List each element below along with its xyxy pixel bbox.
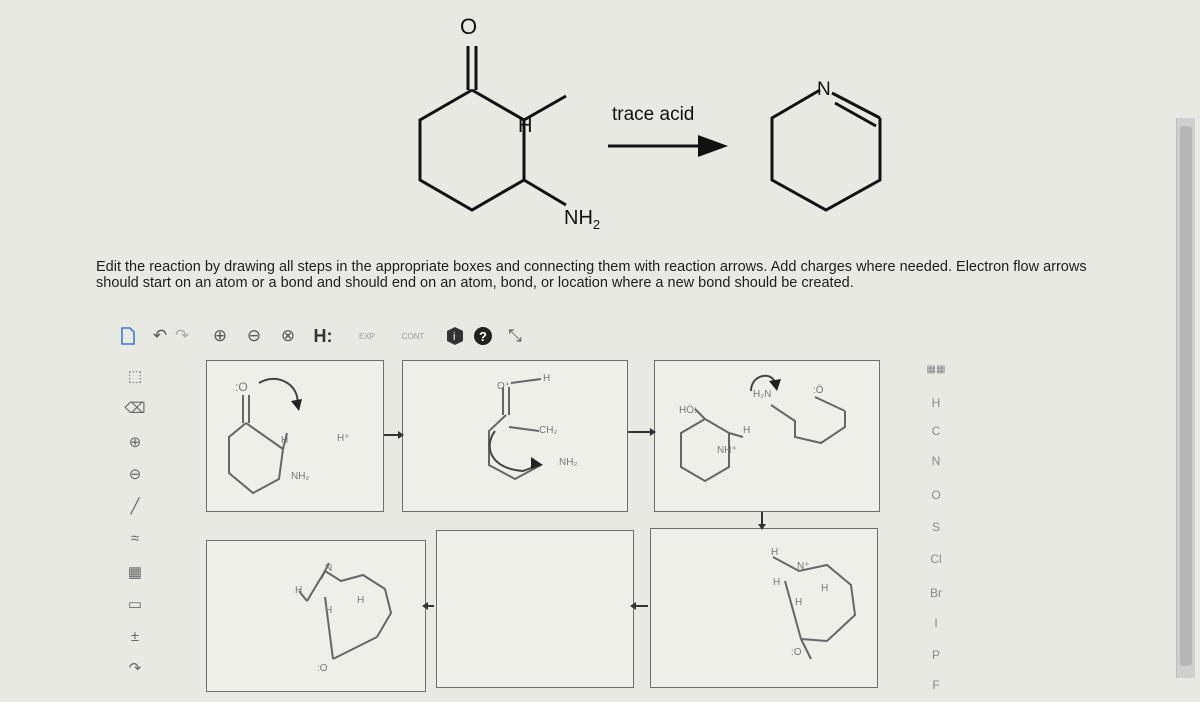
redo-icon[interactable]: ↷ — [174, 326, 190, 345]
ring-tool-icon[interactable]: ▭ — [127, 596, 143, 613]
svg-text:NH₂: NH₂ — [559, 457, 578, 468]
element-o[interactable]: O — [931, 488, 941, 502]
svg-text:CH₂: CH₂ — [539, 425, 558, 436]
element-p[interactable]: P — [931, 648, 940, 662]
element-i[interactable]: I — [934, 616, 938, 630]
svg-text:i: i — [453, 331, 456, 343]
svg-text:O⁺: O⁺ — [497, 381, 511, 392]
zoom-out-icon[interactable]: ⊖ — [246, 326, 262, 345]
svg-text::Ö: :Ö — [813, 385, 824, 396]
svg-text::O: :O — [235, 380, 248, 394]
svg-text:H: H — [543, 373, 551, 384]
svg-text:H⁺: H⁺ — [337, 433, 350, 444]
svg-text:H: H — [357, 595, 365, 606]
svg-text:H: H — [795, 597, 803, 608]
periodic-table-icon[interactable]: ▦▦ — [926, 364, 946, 375]
svg-text::O: :O — [791, 647, 802, 658]
page-scrollbar[interactable] — [1176, 118, 1195, 678]
svg-text:HÖ:: HÖ: — [679, 405, 697, 416]
element-c[interactable]: C — [931, 424, 941, 438]
element-cl[interactable]: Cl — [930, 552, 942, 566]
eraser-icon[interactable]: ⌫ — [124, 400, 146, 417]
instructions-text: Edit the reaction by drawing all steps in the appropriate boxes and connecting them with reaction arrows. Add charges where needed. Electron flow arrows should start on an atom or a bond and should end on an atom, bond, or location where a new bond should be created. — [96, 259, 1087, 291]
undo-icon[interactable]: ↶ — [152, 326, 168, 345]
element-s[interactable]: S — [931, 520, 940, 534]
template-icon[interactable]: ▦ — [127, 564, 143, 581]
svg-text:H: H — [821, 583, 829, 594]
svg-text:H₂N: H₂N — [753, 389, 772, 400]
select-tool-icon[interactable]: ⬚ — [127, 368, 143, 385]
plus-charge-icon[interactable]: ⊕ — [128, 434, 142, 451]
reagent-label: trace acid — [612, 104, 695, 125]
charge-tool-icon[interactable]: ± — [130, 627, 140, 645]
reactant-amine: $NH_2$ — [564, 207, 601, 232]
fullscreen-icon[interactable]: ⤡ — [508, 326, 522, 345]
svg-text:N: N — [325, 563, 333, 574]
zoom-in-icon[interactable]: ⊕ — [212, 326, 228, 345]
arrow-tool-icon[interactable]: ↷ — [128, 660, 142, 677]
element-h[interactable]: H — [931, 396, 941, 410]
reactant-carbonyl-o: O — [460, 14, 478, 39]
svg-text:H: H — [295, 585, 303, 596]
clear-icon[interactable]: ⊗ — [280, 326, 296, 345]
chain-tool-icon[interactable]: ≈ — [130, 529, 140, 547]
svg-text:H: H — [771, 547, 779, 558]
expand-button[interactable]: EXP — [358, 331, 375, 341]
single-bond-icon[interactable]: ╱ — [130, 498, 140, 515]
svg-text::O: :O — [317, 663, 328, 674]
svg-text:H: H — [281, 435, 289, 446]
minus-charge-icon[interactable]: ⊖ — [128, 466, 142, 483]
svg-text:H: H — [743, 425, 751, 436]
contract-button[interactable]: CONT — [401, 331, 425, 341]
reactant-aldehyde-h: H — [518, 115, 533, 137]
element-f[interactable]: F — [932, 678, 940, 692]
product-n: N — [817, 79, 831, 100]
element-br[interactable]: Br — [930, 586, 942, 600]
scrollbar-thumb[interactable] — [1180, 126, 1192, 666]
svg-text:N⁺: N⁺ — [797, 561, 810, 572]
svg-text:H: H — [325, 605, 333, 616]
svg-text:NH₂: NH₂ — [291, 471, 310, 482]
svg-text:NH⁺: NH⁺ — [717, 445, 737, 456]
svg-text:H: H — [773, 577, 781, 588]
h-plus-tool[interactable]: H: — [313, 325, 333, 346]
element-n[interactable]: N — [931, 454, 941, 468]
svg-text:?: ? — [479, 329, 487, 344]
